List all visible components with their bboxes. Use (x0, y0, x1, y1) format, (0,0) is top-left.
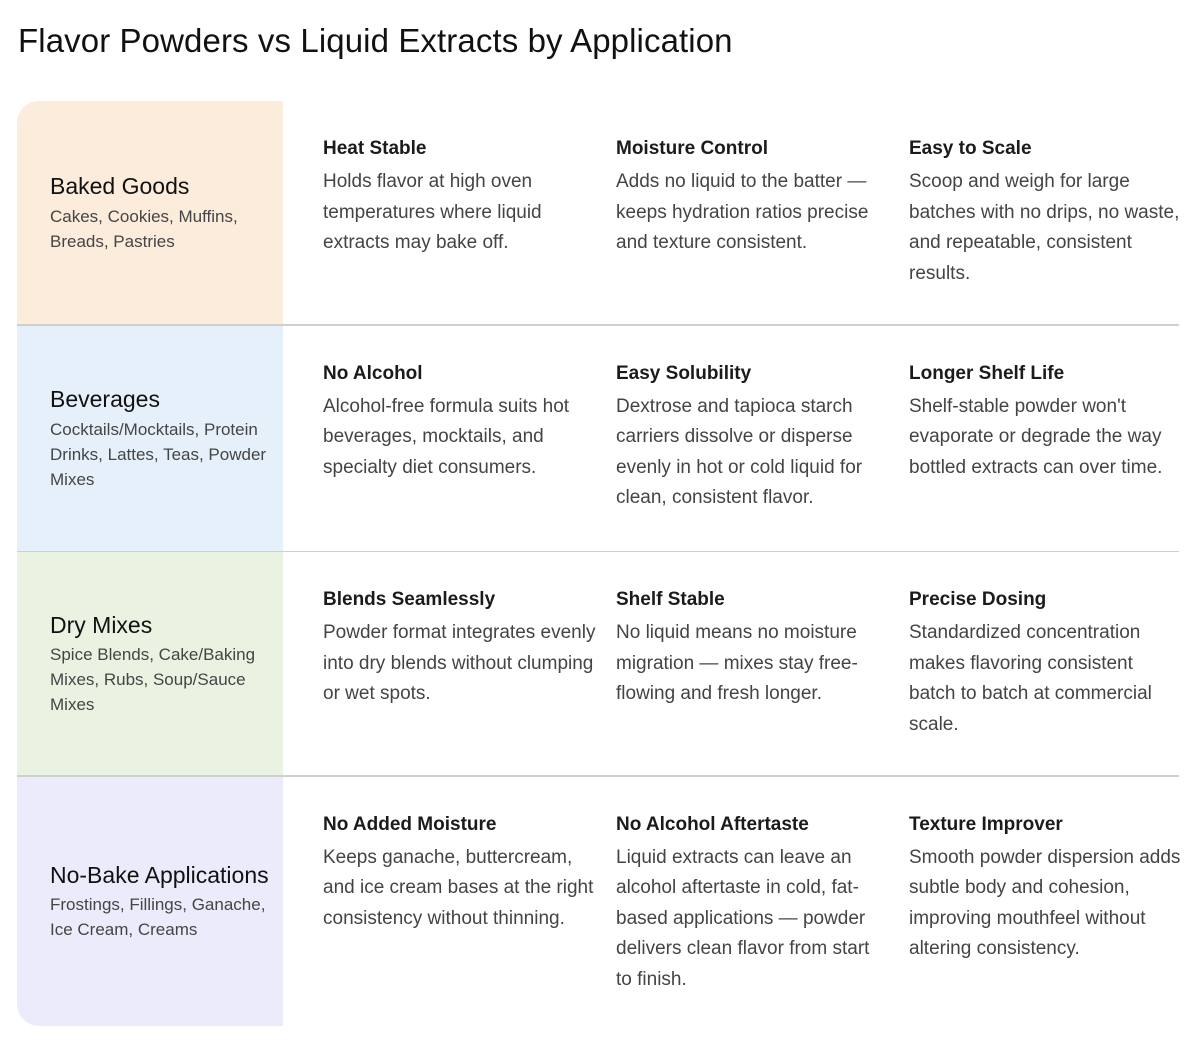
category-examples: Cakes, Cookies, Muffins, Breads, Pastries (50, 206, 238, 251)
feature-description: Powder format integrates evenly into dry blends without clumping or wet spots. (323, 622, 596, 704)
category-panel (17, 326, 283, 551)
feature-title: No Alcohol Aftertaste (616, 813, 809, 835)
feature-title: Easy to Scale (909, 138, 1032, 159)
feature-title: Heat Stable (323, 138, 427, 159)
category-title: Dry Mixes (50, 611, 153, 638)
page-title: Flavor Powders vs Liquid Extracts by Application (18, 22, 733, 59)
feature-description: Dextrose and tapioca starch carriers dissolve or disperse evenly in hot or cold liquid for clean, consistent flavor. (616, 395, 863, 508)
category-title: Beverages (50, 386, 160, 413)
feature-cell (616, 813, 890, 996)
feature-title: Moisture Control (616, 138, 768, 159)
table-row (17, 552, 1179, 775)
category-examples: Spice Blends, Cake/Baking Mixes, Rubs, Soup/Sauce Mixes (50, 645, 256, 715)
feature-title: Blends Seamlessly (323, 589, 496, 610)
feature-title: No Alcohol (323, 362, 423, 384)
feature-cell (616, 588, 890, 710)
feature-title: Shelf Stable (616, 589, 725, 610)
feature-title: Longer Shelf Life (909, 362, 1065, 384)
feature-cell (323, 137, 597, 259)
feature-cell (616, 362, 890, 514)
feature-title: Texture Improver (909, 813, 1063, 835)
table-row (17, 777, 1179, 1026)
category-panel (17, 101, 283, 324)
feature-title: Easy Solubility (616, 362, 752, 384)
category-title: No-Bake Applications (50, 861, 269, 888)
table-row (17, 326, 1179, 551)
feature-cell (909, 588, 1183, 740)
feature-description: Shelf-stable powder won't evaporate or degrade the way bottled extracts can over time. (909, 395, 1163, 478)
feature-cell (616, 137, 890, 259)
category-title: Baked Goods (50, 173, 190, 200)
feature-description: Alcohol-free formula suits hot beverages, mocktails, and specialty diet consumers. (323, 395, 570, 478)
category-examples: Frostings, Fillings, Ganache, Ice Cream, Creams (50, 895, 266, 940)
feature-cell (323, 588, 597, 710)
feature-description: Liquid extracts can leave an alcohol aftertaste in cold, fat-based applications — powder delivers clean flavor from start to finish. (616, 846, 870, 990)
feature-cell (323, 813, 597, 935)
feature-description: Keeps ganache, buttercream, and ice cream bases at the right consistency without thinning. (323, 846, 594, 929)
category-examples: Cocktails/Mocktails, Protein Drinks, Lattes, Teas, Powder Mixes (50, 419, 267, 489)
table-row (17, 101, 1179, 324)
feature-title: No Added Moisture (323, 813, 497, 835)
comparison-table (17, 101, 1179, 1026)
feature-cell (909, 362, 1183, 484)
feature-description: Holds flavor at high oven temperatures where liquid extracts may bake off. (323, 171, 542, 253)
feature-description: No liquid means no moisture migration — mixes stay free-flowing and fresh longer. (616, 622, 858, 704)
feature-title: Precise Dosing (909, 589, 1047, 610)
feature-description: Smooth powder dispersion adds subtle body and cohesion, improving mouthfeel without altering consistency. (909, 846, 1181, 959)
feature-description: Scoop and weigh for large batches with no drips, no waste, and repeatable, consistent results. (909, 171, 1180, 284)
feature-cell (909, 813, 1183, 965)
category-panel (17, 777, 283, 1026)
feature-cell (909, 137, 1183, 289)
category-panel (17, 552, 283, 775)
feature-cell (323, 362, 597, 484)
feature-description: Adds no liquid to the batter — keeps hydration ratios precise and texture consistent. (616, 171, 869, 253)
feature-description: Standardized concentration makes flavoring consistent batch to batch at commercial scale. (909, 622, 1152, 735)
